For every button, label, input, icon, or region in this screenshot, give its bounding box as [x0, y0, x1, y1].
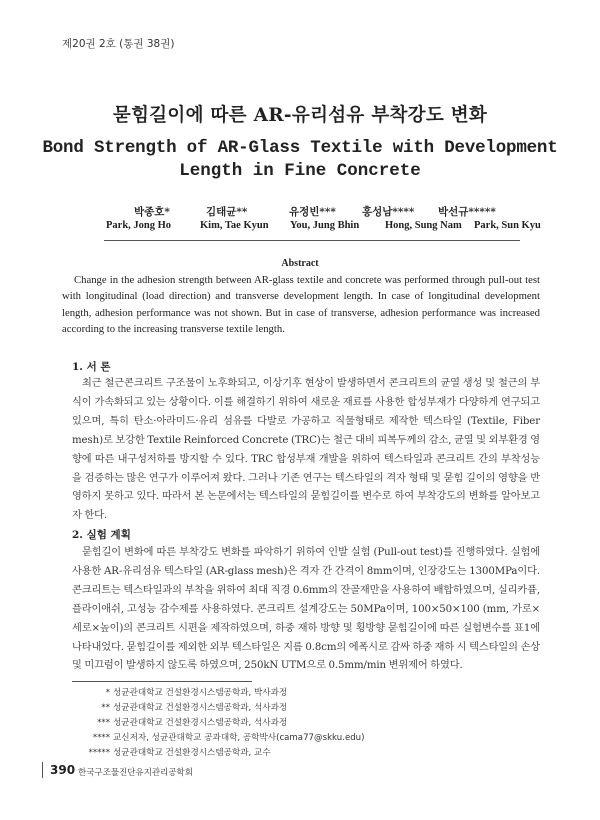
footnote-text: 성균관대학교 건설환경시스템공학과, 석사과정 [113, 702, 288, 713]
footnote-text: 성균관대학교 건설환경시스템공학과, 교수 [113, 747, 271, 758]
footnote-divider [72, 681, 252, 682]
footnote-mark: ** [101, 702, 110, 713]
section-heading-introduction: 1. 서 론 [72, 361, 111, 373]
footnote-text: 교신저자, 성균관대학교 공과대학, 공학박사(cama77@skku.edu) [113, 732, 365, 743]
footnote-mark: **** [92, 732, 110, 743]
footnote [80, 731, 364, 746]
page-number: 390 [50, 763, 76, 777]
footnote [80, 716, 364, 731]
abstract-heading: Abstract [281, 258, 319, 269]
journal-name: 한국구조물진단유지관리공학회 [78, 768, 193, 778]
author-name-korean: 박종호* [134, 206, 170, 218]
author-name-korean: 홍성남**** [362, 206, 415, 218]
footnote [80, 701, 364, 716]
footnote-text: 성균관대학교 건설환경시스템공학과, 석사과정 [113, 717, 288, 728]
author-name-english: Park, Jong Ho [106, 220, 172, 231]
section-paragraph-experiment: 묻힘길이 변화에 따른 부착강도 변화를 파악하기 위하여 인발 실험 (Pull-out test)를 진행하였다. 실험에 사용한 AR-유리섬유 텍스타일 (AR-glass mesh)은 격자 간 간격이 8mm이며, 인장강도는 1300MPa이다. 콘크리트는 텍스타일과의 부착을 위하여 최대 직경 0.6mm의 잔골재만을 사용하여 배합하였으며, 실리카퓸, 플라이애쉬, 고성능 감수제를 사용하였다. 콘크리트 설계강도는 50MPa이며, 100×50×100 (mm, 가로×세로×높이)의 콘크리트 시편을 제작하였으며, 하중 재하 방향 및 횡방향 묻힘길이에 따른 실험변수를 표1에 나타내었다. 묻힘길이를 제외한 외부 텍스타일은 지름 0.8cm의 에폭시로 감싸 하중 재하 시 텍스타일의 손상 및 미끄럼이 발생하지 않도록 하였으며, 250kN UTM으로 0.5mm/min 변위제어 하였다. [72, 547, 540, 672]
author-name-english: Park, Sun Kyu [474, 220, 541, 231]
author-name-english: Hong, Sung Nam [385, 220, 462, 231]
footnote [80, 686, 364, 701]
footer-bar [42, 762, 43, 778]
footnote-text: 성균관대학교 건설환경시스템공학과, 박사과정 [113, 688, 288, 698]
journal-volume-header: 제20권 2호 (통권 38권) [62, 38, 175, 50]
title-korean: 묻힘길이에 따른 AR-유리섬유 부착강도 변화 [112, 105, 488, 126]
footnote-mark: ***** [88, 747, 110, 758]
footnotes [80, 686, 364, 761]
author-name-english: Kim, Tae Kyun [200, 220, 269, 231]
footnote [80, 746, 364, 761]
abstract-text: Change in the adhesion strength between AR-glass textile and concrete was performed through pull-out test with longitudinal (load direction) and transverse development length. In case of longitudinal development length, adhesion performance was not shown. But in case of transverse, adhesion performance was increased according to the increasing transverse textile length. [62, 274, 540, 336]
section-heading-experiment: 2. 실험 계획 [72, 529, 131, 541]
author-name-korean: 유정빈*** [289, 206, 336, 218]
author-divider [104, 240, 520, 241]
author-name-korean: 김태균** [206, 206, 248, 218]
author-name-english: You, Jung Bhin [290, 220, 360, 231]
title-english-line1: Bond Strength of AR-Glass Textile with Development [42, 138, 558, 158]
title-english-line2: Length in Fine Concrete [179, 161, 421, 181]
footnote-mark: * [105, 688, 110, 698]
section-paragraph-introduction: 최근 철근콘크리트 구조물이 노후화되고, 이상기후 현상이 발생하면서 콘크리트의 균열 생성 및 철근의 부식이 가속화되고 있는 상황이다. 이를 해결하기 위하여 새로운 재료를 사용한 합성부재가 다양하게 연구되고 있으며, 특히 탄소·아라미드·유리 섬유를 다발로 가공하고 직물형태로 제작한 텍스타일 (Textile, Fiber mesh)로 보강한 Textile Reinforced Concrete (TRC)는 철근 대비 피복두께의 감소, 균열 및 외부환경 영향에 따른 내구성저하를 방지할 수 있다. TRC 합성부재 개발을 위하여 텍스타일과 콘크리트 간의 부착성능을 검증하는 많은 연구가 이루어져 왔다. 그러나 기존 연구는 텍스타일의 격자 형태 및 묻힘 길이의 영향을 반영하지 못하고 있다. 따라서 본 논문에서는 텍스타일의 묻힘길이를 변수로 하여 부착강도의 변화를 알아보고자 한다. [72, 378, 540, 522]
footnote-mark: *** [97, 717, 110, 728]
author-name-korean: 박선규***** [438, 206, 496, 218]
